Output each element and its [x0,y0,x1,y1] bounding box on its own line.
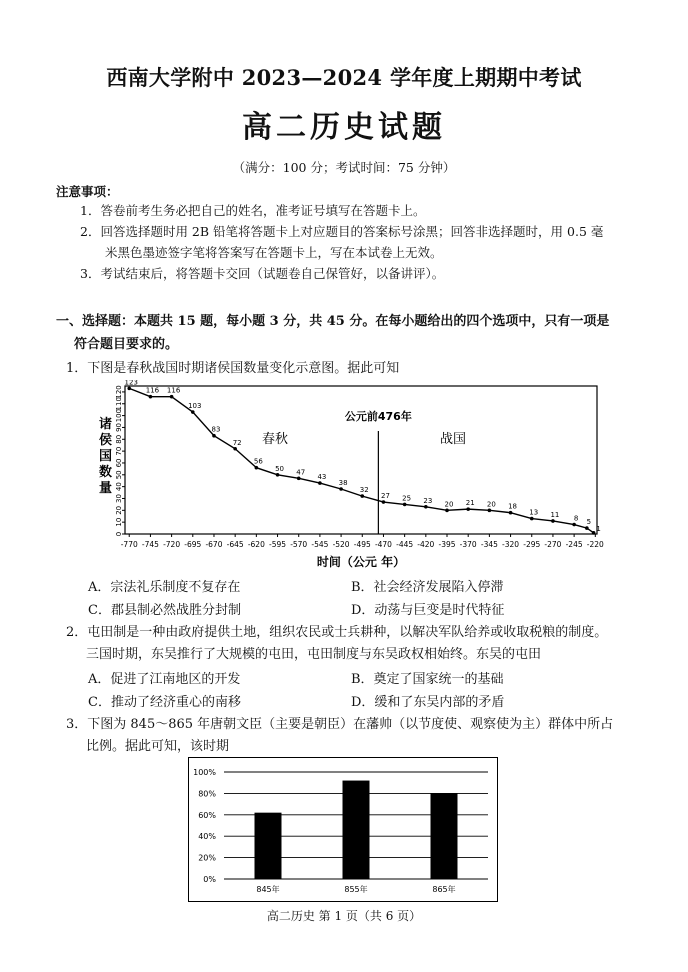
data-label: 47 [296,468,306,477]
x-tick-label: -520 [332,540,350,549]
data-point [585,526,589,530]
data-label: 27 [380,492,390,501]
data-label: 21 [465,499,475,508]
data-label: 72 [232,438,242,447]
y-tick-label: 20 [115,505,123,515]
x-tick-label: -570 [290,540,308,549]
data-label: 25 [402,494,412,503]
data-point [572,523,576,527]
y-tick-label: 40% [198,832,216,842]
data-label: 13 [529,508,539,517]
data-point [424,505,428,509]
period-divider-label: 公元前476年 [344,410,412,423]
data-label: 20 [444,500,454,509]
period-label-zhanguo: 战国 [439,432,467,447]
q1-option-a: A．宗法礼乐制度不复存在 [88,580,241,595]
x-tick-label: -620 [247,540,265,549]
y-tick-label: 40 [115,482,123,492]
data-label: 20 [486,500,496,509]
x-tick-label: 865年 [432,885,456,894]
x-tick-label: -220 [586,540,604,549]
q2-option-d: D．缓和了东吴内部的矛盾 [351,695,505,710]
data-point [233,447,237,451]
page-footer: 高二历史 第 1 页（共 6 页） [266,909,422,923]
y-tick-label: 80 [115,434,123,444]
q2-option-a: A．促进了江南地区的开发 [88,672,241,687]
section-1-line1: 一、选择题：本题共 15 题，每小题 3 分，共 45 分。在每小题给出的四个选项中，只有一项是 [56,314,610,329]
note-item-2-cont: 米黑色墨迹签字笔将答案写在答题卡上，写在本试卷上无效。 [105,245,443,260]
x-tick-label: -445 [396,540,414,549]
y-tick-label: 20% [198,853,216,863]
y-tick-label: 0 [115,531,123,537]
data-label: 50 [275,464,284,473]
bar [431,793,458,879]
q3-line2: 比例。据此可知，该时期 [86,739,230,754]
x-tick-label: -295 [523,540,541,549]
data-point [530,517,534,521]
q2-line1: 2．屯田制是一种由政府提供土地，组织农民或士兵耕种，以解决军队给养或收取税粮的制度。 [66,625,608,640]
q1-option-d: D．动荡与巨变是时代特征 [351,603,505,618]
data-point [318,481,322,485]
y-tick-label: 90 [115,422,123,432]
q2-line2: 三国时期，东吴推行了大规模的屯田，屯田制度与东吴政权相始终。东吴的屯田 [86,647,542,662]
x-tick-label: -695 [184,540,202,549]
data-label: 11 [550,510,560,519]
data-label: 23 [423,496,433,505]
q1-option-c: C．郡县制必然战胜分封制 [88,603,241,618]
section-1-heading [56,310,641,356]
x-tick-label: -720 [163,540,181,549]
q2-option-b: B．奠定了国家统一的基础 [351,672,504,687]
q1-option-b: B．社会经济发展陷入停滞 [351,580,504,595]
data-point [191,410,195,414]
y-tick-label: 60 [115,458,123,468]
x-tick-label: -470 [374,540,392,549]
data-label: 32 [359,486,369,495]
section-1-line2: 符合题目要求的。 [74,337,179,352]
data-point [488,509,492,513]
x-tick-label: -370 [459,540,477,549]
x-tick-label: -395 [438,540,456,549]
exam-subject-title: 高二历史试题 [242,110,446,145]
data-point [466,507,470,511]
x-tick-label: -770 [120,540,138,549]
q3-line1: 3．下图为 845～865 年唐朝文臣（主要是朝臣）在藩帅（以节度使、观察使为主）群体中所占 [66,717,614,732]
data-point [445,509,449,513]
data-label: 123 [124,380,138,387]
data-label: 83 [211,425,221,434]
data-point [149,395,153,399]
y-axis-label: 诸侯国数量 [99,417,113,496]
q2-option-c: C．推动了经济重心的南移 [88,695,241,710]
score-time-note: （满分：100 分；考试时间：75 分钟） [232,160,456,175]
x-tick-label: -545 [311,540,329,549]
data-point [382,500,386,504]
y-tick-label: 110 [115,397,123,411]
data-point [592,531,596,535]
x-tick-label: -495 [353,540,371,549]
data-point [360,494,364,498]
bar [255,813,282,879]
y-tick-label: 80% [198,789,216,799]
x-tick-label: -345 [480,540,498,549]
data-point [339,487,343,491]
x-tick-label: -670 [205,540,223,549]
x-tick-label: -245 [565,540,583,549]
data-point [255,466,259,470]
data-label: 5 [586,518,592,527]
y-tick-label: 100 [115,408,123,423]
y-tick-label: 0% [203,875,216,884]
data-point [297,477,301,481]
data-label: 103 [188,402,202,411]
data-point [403,503,407,507]
data-point [509,511,513,515]
data-label: 8 [573,514,579,523]
data-point [276,473,280,477]
x-tick-label: -595 [269,540,287,549]
x-tick-label: -270 [544,540,562,549]
x-tick-label: 845年 [256,885,280,894]
data-point [170,395,174,399]
x-tick-label: -645 [226,540,244,549]
y-tick-label: 100% [193,768,216,777]
y-tick-label: 70 [115,446,123,456]
data-label: 116 [145,386,160,395]
note-item-2: 2．回答选择题时用 2B 铅笔将答题卡上对应题目的答案标号涂黑；回答非选择题时，用 0.5 毫 [80,224,604,239]
y-tick-label: 60% [198,810,216,820]
period-label-chunqiu: 春秋 [261,432,289,447]
data-point [551,519,555,523]
data-label: 1 [596,524,601,533]
y-tick-label: 10 [115,517,123,527]
data-label: 43 [317,473,327,482]
data-label: 56 [253,457,263,466]
note-item-1: 1．答卷前考生务必把自己的姓名，准考证号填写在答题卡上。 [80,203,426,218]
x-tick-label: -320 [502,540,520,549]
y-tick-label: 120 [115,385,123,399]
data-label: 116 [166,386,181,395]
data-point [212,434,216,438]
exam-school-title: 西南大学附中 2023—2024 学年度上期期中考试 [106,65,582,90]
bar [343,781,370,879]
data-label: 38 [338,479,348,488]
y-tick-label: 50 [115,470,123,480]
x-tick-label: -745 [141,540,159,549]
data-point [127,387,131,391]
y-tick-label: 30 [115,494,123,503]
x-tick-label: 855年 [344,885,368,894]
data-label: 18 [508,502,518,511]
note-item-3: 3．考试结束后，将答题卡交回（试题卷自己保管好，以备讲评）。 [80,266,445,281]
q1-line-chart [85,380,610,570]
q3-bar-chart [188,757,498,902]
x-tick-label: -420 [417,540,435,549]
q1-stem: 1．下图是春秋战国时期诸侯国数量变化示意图。据此可知 [66,361,400,376]
notes-heading: 注意事项： [56,184,119,199]
x-axis-label: 时间（公元 年） [316,555,406,569]
